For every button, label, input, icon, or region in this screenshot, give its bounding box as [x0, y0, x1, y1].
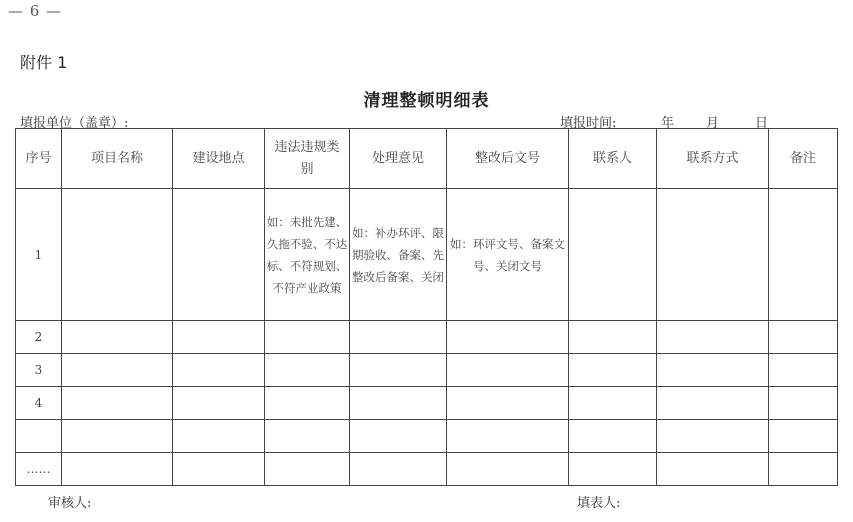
table-row	[16, 387, 838, 420]
reporting-time-month: 月	[706, 116, 720, 131]
cell-contact[interactable]	[569, 387, 657, 420]
cell-contact-method[interactable]	[657, 453, 769, 486]
cell-location[interactable]	[173, 321, 265, 354]
table-row	[16, 189, 838, 321]
reporting-unit-label: 填报单位（盖章）:	[20, 116, 129, 131]
cell-project-name[interactable]	[62, 189, 173, 321]
header-violation-type: 违法违规类别	[265, 129, 350, 189]
attachment-label: 附件 1	[20, 53, 68, 72]
row-index: 1	[16, 189, 62, 321]
cell-project-name[interactable]	[62, 453, 173, 486]
row-index	[16, 420, 62, 453]
cell-project-name[interactable]	[62, 420, 173, 453]
cell-contact-method[interactable]	[657, 420, 769, 453]
header-contact-method: 联系方式	[657, 129, 769, 189]
row-index: 3	[16, 354, 62, 387]
cell-violation-type[interactable]	[265, 453, 350, 486]
cell-remarks[interactable]	[769, 354, 838, 387]
cell-violation-type[interactable]	[265, 420, 350, 453]
cell-remarks[interactable]	[769, 420, 838, 453]
cell-violation-type[interactable]	[265, 321, 350, 354]
cell-project-name[interactable]	[62, 387, 173, 420]
cell-opinion[interactable]	[350, 321, 447, 354]
header-index: 序号	[16, 129, 62, 189]
cell-contact[interactable]	[569, 420, 657, 453]
cell-opinion[interactable]	[350, 354, 447, 387]
header-location: 建设地点	[173, 129, 265, 189]
docno-example-note: 如：环评文号、备案文号、关闭文号	[447, 189, 569, 321]
table-row	[16, 453, 838, 486]
row-index: 4	[16, 387, 62, 420]
details-table	[15, 128, 838, 486]
cell-remarks[interactable]	[769, 453, 838, 486]
table-title: 清理整顿明细表	[363, 91, 490, 111]
cell-remarks[interactable]	[769, 321, 838, 354]
cell-remarks[interactable]	[769, 189, 838, 321]
cell-contact-method[interactable]	[657, 321, 769, 354]
header-doc-number: 整改后文号	[447, 129, 569, 189]
cell-opinion[interactable]	[350, 453, 447, 486]
cell-project-name[interactable]	[62, 354, 173, 387]
cell-contact[interactable]	[569, 354, 657, 387]
opinion-example-note: 如：补办环评、限期验收、备案、先整改后备案、关闭	[350, 189, 447, 321]
cell-violation-type[interactable]	[265, 387, 350, 420]
table-row	[16, 420, 838, 453]
row-index: 2	[16, 321, 62, 354]
cell-doc-number[interactable]	[447, 321, 569, 354]
header-remarks: 备注	[769, 129, 838, 189]
cell-doc-number[interactable]	[447, 387, 569, 420]
cell-location[interactable]	[173, 387, 265, 420]
row-index: ……	[16, 453, 62, 486]
reviewer-label: 审核人:	[48, 496, 92, 511]
table-header-row	[16, 129, 838, 189]
cell-contact-method[interactable]	[657, 189, 769, 321]
cell-contact[interactable]	[569, 321, 657, 354]
cell-location[interactable]	[173, 189, 265, 321]
cell-location[interactable]	[173, 420, 265, 453]
cell-violation-type[interactable]	[265, 354, 350, 387]
cell-contact-method[interactable]	[657, 354, 769, 387]
violation-example-note: 如：未批先建、久拖不验、不达标、不符规划、不符产业政策	[265, 189, 350, 321]
header-opinion: 处理意见	[350, 129, 447, 189]
cell-location[interactable]	[173, 453, 265, 486]
cell-opinion[interactable]	[350, 420, 447, 453]
cell-remarks[interactable]	[769, 387, 838, 420]
cell-location[interactable]	[173, 354, 265, 387]
cell-doc-number[interactable]	[447, 354, 569, 387]
cell-doc-number[interactable]	[447, 420, 569, 453]
header-contact: 联系人	[569, 129, 657, 189]
table-row	[16, 354, 838, 387]
filler-label: 填表人:	[577, 496, 621, 511]
cell-contact[interactable]	[569, 453, 657, 486]
reporting-time-day: 日	[755, 116, 769, 131]
cell-opinion[interactable]	[350, 387, 447, 420]
cell-contact-method[interactable]	[657, 387, 769, 420]
cell-doc-number[interactable]	[447, 453, 569, 486]
page-number: — 6 —	[8, 2, 63, 20]
table-row	[16, 321, 838, 354]
reporting-time-label: 填报时间:	[560, 116, 617, 131]
header-project-name: 项目名称	[62, 129, 173, 189]
cell-contact[interactable]	[569, 189, 657, 321]
reporting-time-year: 年	[661, 116, 675, 131]
cell-project-name[interactable]	[62, 321, 173, 354]
